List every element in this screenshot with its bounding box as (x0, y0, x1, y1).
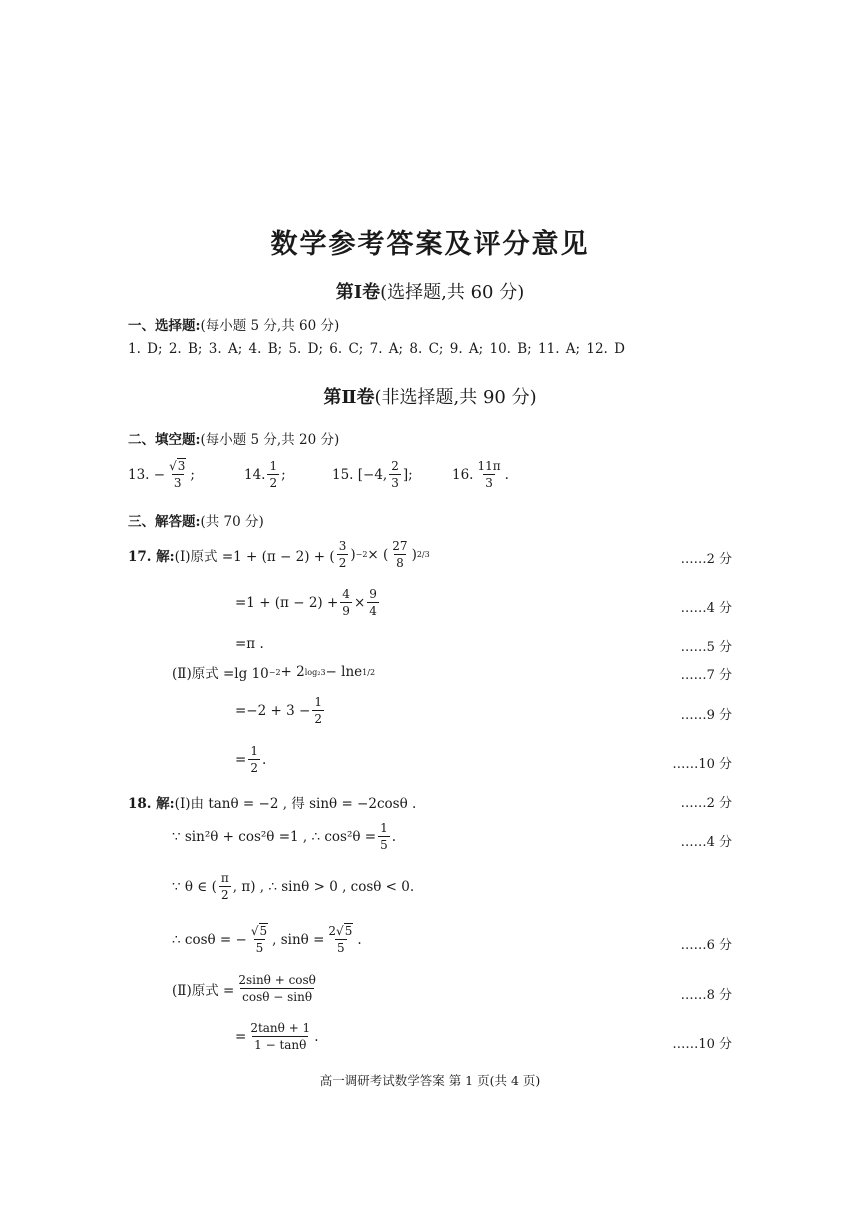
q18-l4-pre: ∴ cosθ = − (172, 931, 247, 948)
q17-line3: =π . (235, 636, 264, 652)
q18-line5 (172, 974, 320, 1003)
q18-l2-pre: ∵ sin²θ + cos²θ =1 , ∴ cos²θ = (172, 828, 377, 845)
fill-q15 (332, 460, 413, 489)
q14-end: ; (281, 466, 286, 483)
section1-heading (128, 314, 339, 334)
section1-label: 一、选择题: (128, 318, 201, 334)
part1-paren: (选择题,共 60 分) (380, 282, 525, 303)
q18-l4-mid: , sinθ = (272, 931, 325, 948)
q17-l1-mid: ) (350, 546, 356, 563)
fill-q13 (128, 460, 195, 489)
fill-q14 (244, 460, 286, 489)
q17-l1-exp1: −2 (355, 550, 368, 559)
section1-note: (每小题 5 分,共 60 分) (200, 318, 340, 334)
section2-note: (每小题 5 分,共 20 分) (200, 432, 340, 448)
q17-l4-exp1: −2 (268, 667, 281, 677)
section3-note: (共 70 分) (200, 514, 264, 530)
q17-score6: ……10 分 (672, 757, 732, 772)
q17-line6 (235, 745, 266, 774)
q18-l5-pre: (Ⅱ)原式 = (172, 982, 235, 999)
q18-line4 (172, 925, 362, 954)
q18-l3-frac: $\frac{\pi}{2}$ (220, 871, 229, 902)
q17-line2 (235, 588, 381, 617)
q17-l1-end: ) (411, 546, 417, 563)
q18-l2-end: . (391, 828, 397, 845)
q17-l4-pre: (Ⅱ)原式 =lg 10 (172, 666, 269, 682)
fill-q16 (452, 460, 509, 489)
q17-score4: ……7 分 (680, 668, 732, 683)
q14-fraction: $\frac{1}{2}$ (269, 459, 278, 490)
q17-l1-pre: (Ⅰ)原式 =1 + (π − 2) + ( (174, 548, 335, 565)
q18-l6-end: . (314, 1028, 319, 1045)
q18-l5-frac: $\frac{2\sin\theta + \cos\theta}{\cos\theta - \sin\theta}$ (238, 973, 316, 1004)
q16-fraction: $\frac{11\pi}{3}$ (477, 459, 501, 490)
q18-l4-end: . (357, 931, 362, 948)
part1-label: 第Ⅰ卷 (335, 282, 381, 303)
q17-l2-pre: =1 + (π − 2) + (235, 594, 339, 611)
q18-l1-text: (Ⅰ)由 tanθ = −2 , 得 sinθ = −2cosθ . (174, 796, 417, 812)
part2-paren: (非选择题,共 90 分) (374, 387, 537, 408)
section3-heading (128, 510, 264, 530)
q17-head: 17. 解: (128, 548, 175, 565)
q16-label: 16. (452, 466, 474, 483)
q13-fraction: $\frac{√3}{3}$ (169, 459, 186, 490)
q17-score5: ……9 分 (680, 708, 732, 723)
q17-l5-pre: =−2 + 3 − (235, 702, 311, 719)
q17-score3: ……5 分 (680, 640, 732, 655)
q17-l1-frac1: $\frac{3}{2}$ (338, 539, 347, 570)
q18-l2-frac: $\frac{1}{5}$ (380, 821, 388, 852)
part1-heading (0, 278, 860, 304)
q15-label: 15. [−4, (332, 466, 388, 483)
page-footer: 高一调研考试数学答案 第 1 页(共 4 页) (319, 1073, 541, 1088)
q14-label: 14. (244, 466, 266, 483)
section2-heading (128, 428, 339, 448)
q13-label: 13. − (128, 466, 166, 483)
q17-score2: ……4 分 (680, 601, 732, 616)
q18-score1: ……2 分 (680, 796, 732, 811)
section3-label: 三、解答题: (128, 514, 201, 530)
q17-l1-exp2: 2/3 (416, 550, 430, 559)
q17-l6-pre: = (235, 751, 247, 768)
q18-head: 18. 解: (128, 796, 175, 812)
q17-l1-times: × ( (367, 546, 389, 563)
q17-line5 (235, 696, 326, 725)
q17-l2-times: × (353, 594, 366, 611)
q18-score5: ……8 分 (680, 988, 732, 1003)
q17-line4 (172, 662, 375, 682)
q17-l1-frac2: $\frac{27}{8}$ (392, 539, 408, 570)
q17-l2-frac1: $\frac{4}{9}$ (342, 587, 350, 618)
q18-score2: ……4 分 (680, 835, 732, 850)
q18-score4: ……6 分 (680, 938, 732, 953)
q17-score1: ……2 分 (680, 552, 732, 567)
q18-line1 (128, 792, 416, 812)
q18-l4-frac1: $\frac{√5}{5}$ (250, 924, 268, 955)
part2-label: 第Ⅱ卷 (323, 387, 375, 408)
page-title: 数学参考答案及评分意见 (270, 229, 590, 260)
q17-l4-mid: + 2 (280, 664, 305, 680)
q17-line1 (128, 540, 430, 569)
part2-heading (0, 383, 860, 409)
q17-l6-frac: $\frac{1}{2}$ (250, 744, 258, 775)
q18-line3 (172, 872, 414, 901)
mc-answers: 1. D; 2. B; 3. A; 4. B; 5. D; 6. C; 7. A; 8. C; 9. A; 10. B; 11. A; 12. D (128, 341, 625, 357)
q18-l3-end: , π) , ∴ sinθ > 0 , cosθ < 0. (232, 878, 415, 895)
q18-l6-pre: = (235, 1028, 247, 1045)
q17-l6-end: . (261, 751, 267, 768)
q18-l6-frac: $\frac{2\tan\theta + 1}{1 - \tan\theta}$ (250, 1021, 311, 1052)
section2-label: 二、填空题: (128, 432, 201, 448)
q15-end: ]; (402, 466, 413, 483)
q18-l3-pre: ∵ θ ∈ ( (172, 878, 217, 895)
q17-l4-exp2: log₂3 (304, 667, 326, 677)
q15-fraction: $\frac{2}{3}$ (391, 459, 399, 490)
q17-l5-frac: $\frac{1}{2}$ (314, 695, 322, 726)
q13-end: ; (190, 466, 195, 483)
q18-line2 (172, 822, 396, 851)
q18-line6 (235, 1022, 319, 1051)
q16-end: . (504, 466, 509, 483)
q18-l4-frac2: $\frac{2√5}{5}$ (328, 924, 353, 955)
q17-l4-exp3: 1/2 (362, 667, 376, 677)
q17-l4-end: − lne (325, 664, 363, 680)
q18-score6: ……10 分 (672, 1037, 732, 1052)
q17-l2-frac2: $\frac{9}{4}$ (369, 587, 377, 618)
